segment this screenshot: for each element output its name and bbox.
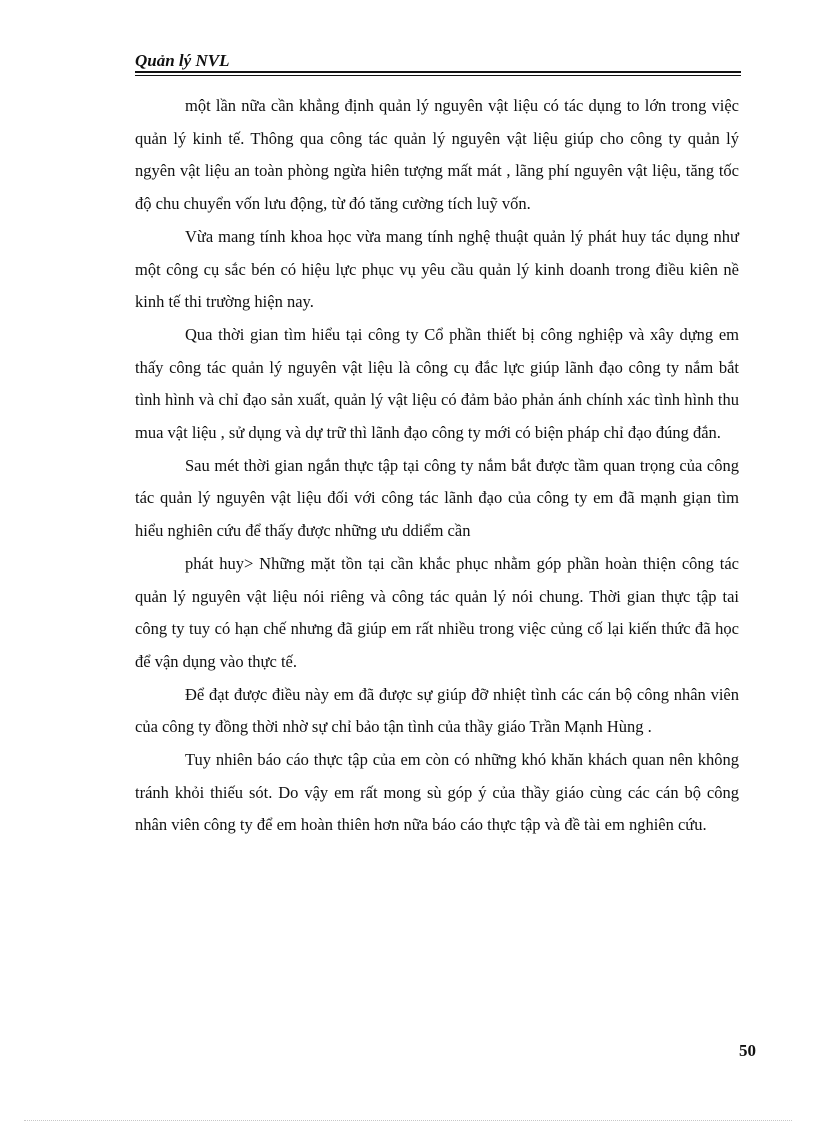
page-header (135, 50, 741, 78)
page-number: 50 (739, 1041, 756, 1060)
header-rule-thick (135, 71, 741, 73)
paragraph-2: Vừa mang tính khoa học vừa mang tính nghệ thuật quản lý phát huy tác dụng như một công cụ sắc bén có hiệu lực phục vụ yêu cầu quản lý kinh doanh trong điều kiên nề kinh tế thi trường hiện nay. (135, 226, 739, 312)
header-title: Quản lý NVL (135, 51, 230, 70)
paragraph-7: Tuy nhiên báo cáo thực tập của em còn có những khó khăn khách quan nên không tránh khỏi thiếu sót. Do vậy em rất mong sù góp ý của thầy giáo cùng các cán bộ công nhân viên công ty để em hoàn thiên hơn nữa báo cáo thực tập và đề tài em nghiên cứu. (135, 750, 739, 835)
paragraph-3: Qua thời gian tìm hiểu tại công ty Cổ phần thiết bị công nghiệp và xây dựng em thấy công tác quản lý nguyên vật liệu là công cụ đắc lực giúp lãnh đạo công ty nắm bắt tình hình và chỉ đạo sản xuất, quản lý vật liệu có đảm bảo phản ánh chính xác tình hình thu mua vật liệu , sử dụng và dự trữ thì lãnh đạo công ty mới có biện pháp chỉ đạo đúng đắn. (135, 324, 739, 443)
paragraph-1: một lần nữa cần khẳng định quản lý nguyên vật liệu có tác dụng to lớn trong việc quản lý kinh tế. Thông qua công tác quản lý nguyên vật liệu giúp cho công ty quản lý ngyên vật liệu an toàn phòng ngừa hiên tượng mất mát , lãng phí nguyên vật liệu, tăng tốc độ chu chuyển vốn lưu động, từ đó tăng cường tích luỹ vốn. (135, 96, 739, 214)
footer-dotted-rule (24, 1120, 792, 1121)
paragraph-6: Để đạt được điều này em đã được sự giúp đỡ nhiệt tình các cán bộ công nhân viên của công ty đồng thời nhờ sự chỉ bảo tận tình của thầy giáo Trần Mạnh Hùng . (135, 684, 739, 737)
paragraph-4: Sau mét thời gian ngắn thực tập tại công ty nắm bắt được tầm quan trọng của công tác quản lý nguyên vật liệu đối với công tác lãnh đạo của công ty em đã mạnh giạn tìm hiểu nghiên cứu để thấy được những ưu ddiểm cần (135, 455, 739, 541)
paragraph-5: phát huy> Những mặt tồn tại cần khắc phục nhằm góp phần hoàn thiện công tác quản lý nguyên vật liệu nói riêng và công tác quản lý nói chung. Thời gian thực tập tai công ty tuy có hạn chế nhưng đã giúp em rất nhiều trong việc củng cố lại kiến thức đã học để vận dụng vào thực tế. (135, 553, 739, 671)
header-rule-thin (135, 75, 741, 76)
document-body (135, 90, 739, 842)
